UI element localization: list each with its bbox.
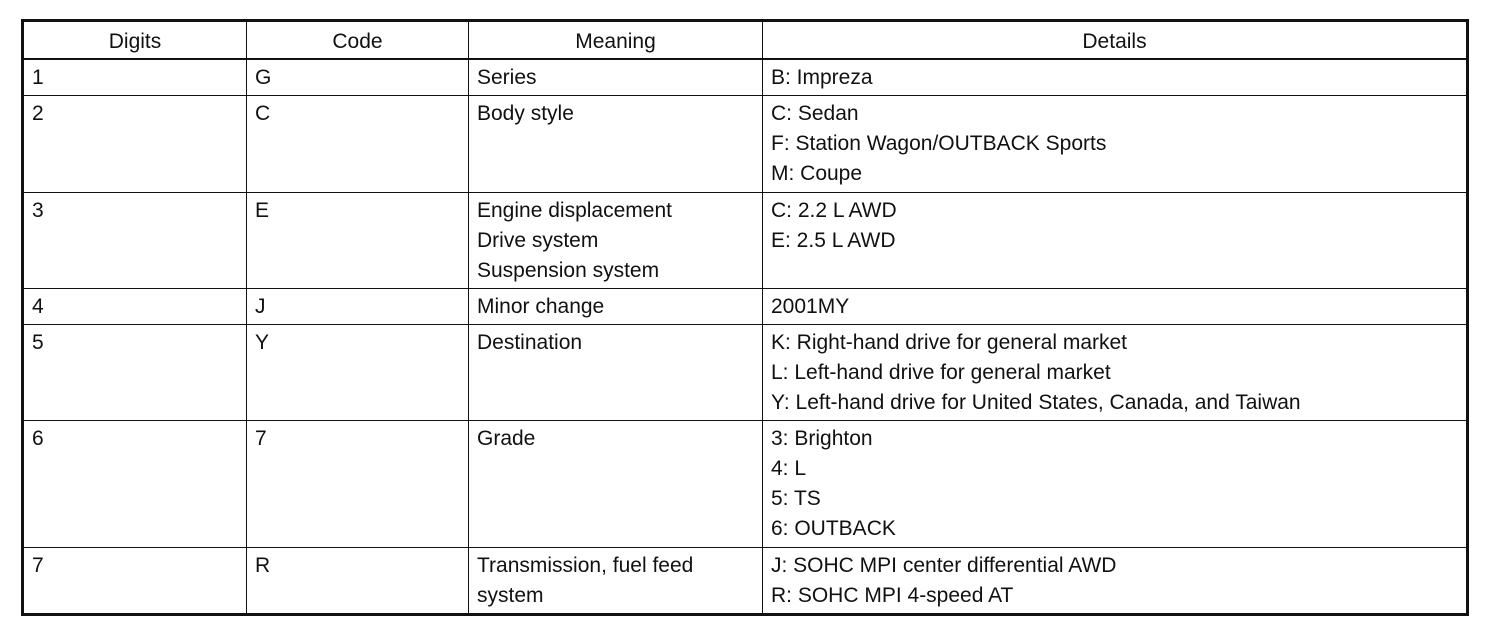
table-row — [23, 421, 1468, 548]
header-details: Details — [763, 21, 1468, 60]
code-cell: 7 — [247, 421, 469, 548]
details-line: 3: Brighton — [771, 427, 873, 450]
details-line: J: SOHC MPI center differential AWD — [771, 554, 1117, 577]
digit-cell: 5 — [23, 325, 247, 421]
details-line: M: Coupe — [771, 162, 863, 185]
meaning-line: Drive system — [477, 229, 599, 252]
table-row — [23, 59, 1468, 96]
details-line: L: Left-hand drive for general market — [771, 361, 1111, 384]
meaning-cell — [469, 421, 763, 548]
meaning-line: Engine displacement — [477, 199, 672, 222]
details-cell — [763, 548, 1468, 615]
table-row — [23, 193, 1468, 289]
table-row — [23, 548, 1468, 615]
meaning-line: Series — [477, 66, 537, 89]
digit-cell: 2 — [23, 96, 247, 193]
meaning-line: Grade — [477, 427, 536, 450]
digit-cell: 7 — [23, 548, 247, 615]
meaning-cell — [469, 325, 763, 421]
table-row — [23, 96, 1468, 193]
digit-cell: 1 — [23, 59, 247, 96]
table-header — [23, 21, 1468, 60]
header-code: Code — [247, 21, 469, 60]
details-line: F: Station Wagon/OUTBACK Sports — [771, 132, 1107, 155]
details-cell — [763, 96, 1468, 193]
meaning-line: system — [477, 584, 544, 607]
table-row — [23, 325, 1468, 421]
details-line: R: SOHC MPI 4-speed AT — [771, 584, 1014, 607]
code-cell: R — [247, 548, 469, 615]
details-line: 4: L — [771, 457, 807, 480]
details-cell — [763, 421, 1468, 548]
meaning-line: Transmission, fuel feed — [477, 554, 694, 577]
details-line: Y: Left-hand drive for United States, Canada, and Taiwan — [771, 391, 1301, 414]
table-row — [23, 289, 1468, 325]
digit-cell: 6 — [23, 421, 247, 548]
details-cell — [763, 193, 1468, 289]
details-line: 2001MY — [771, 295, 850, 318]
code-cell: G — [247, 59, 469, 96]
vin-code-table — [21, 19, 1469, 616]
meaning-cell — [469, 59, 763, 96]
details-line: K: Right-hand drive for general market — [771, 331, 1128, 354]
meaning-cell — [469, 193, 763, 289]
digit-cell: 4 — [23, 289, 247, 325]
meaning-cell — [469, 289, 763, 325]
meaning-line: Destination — [477, 331, 583, 354]
header-meaning: Meaning — [469, 21, 763, 60]
meaning-cell — [469, 548, 763, 615]
code-cell: Y — [247, 325, 469, 421]
code-cell: E — [247, 193, 469, 289]
digit-cell: 3 — [23, 193, 247, 289]
details-cell — [763, 59, 1468, 96]
details-line: 5: TS — [771, 487, 821, 510]
details-line: C: 2.2 L AWD — [771, 199, 897, 222]
code-cell: C — [247, 96, 469, 193]
details-cell — [763, 325, 1468, 421]
meaning-cell — [469, 96, 763, 193]
details-line: E: 2.5 L AWD — [771, 229, 896, 252]
meaning-line: Body style — [477, 102, 574, 125]
meaning-line: Suspension system — [477, 259, 660, 282]
header-digits: Digits — [23, 21, 247, 60]
details-line: 6: OUTBACK — [771, 517, 896, 540]
details-cell — [763, 289, 1468, 325]
details-line: B: Impreza — [771, 66, 873, 89]
details-line: C: Sedan — [771, 102, 859, 125]
code-cell: J — [247, 289, 469, 325]
meaning-line: Minor change — [477, 295, 605, 318]
table-body — [23, 59, 1468, 615]
header-row — [23, 21, 1468, 60]
